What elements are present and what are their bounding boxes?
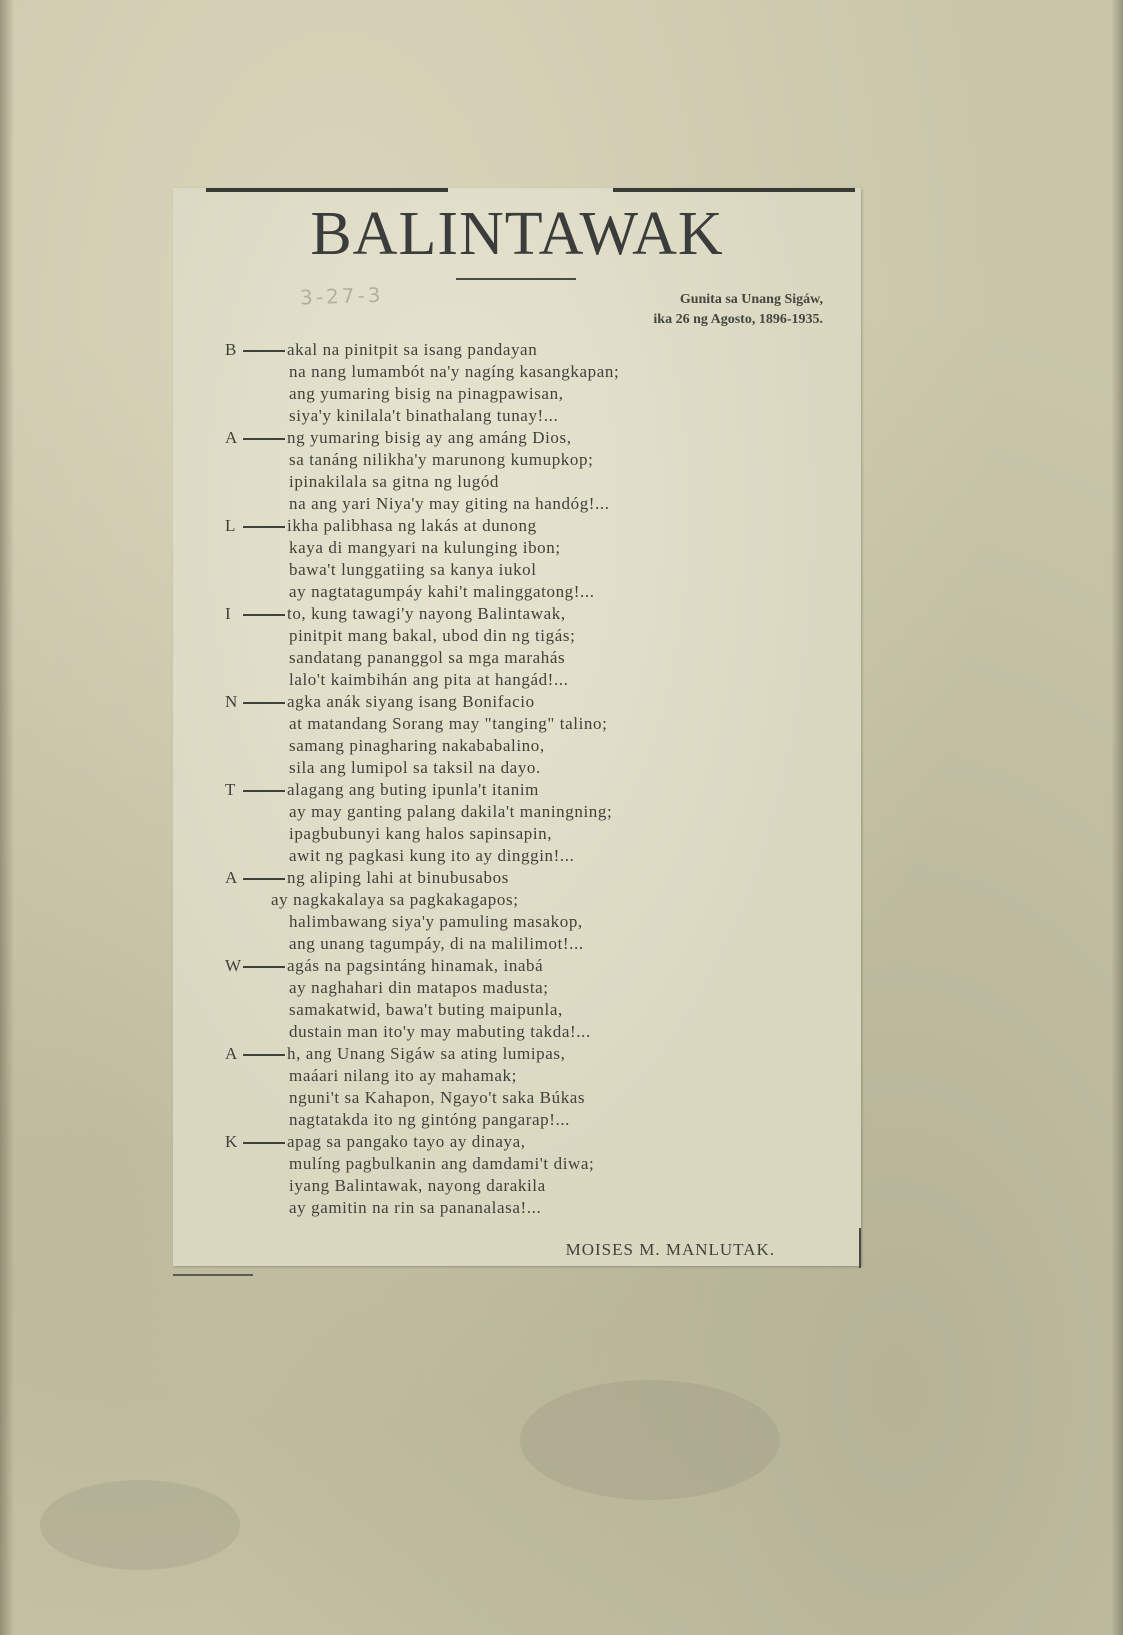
poem-line: ipinakilala sa gitna ng lugód [289,472,500,491]
poem-line: samang pinagharing nakababalino, [289,736,545,755]
poem-line: to, kung tawagi'y nayong Balintawak, [287,604,566,623]
poem-body [225,339,825,1219]
bottom-rule [173,1274,253,1276]
em-dash [243,966,285,968]
poem-line: agka anák siyang isang Bonifacio [287,692,535,711]
clipping-edge-mark [859,1228,861,1268]
poem-line: ay nagtatagumpáy kahi't malinggatong!... [289,582,595,601]
poem-line: nguni't sa Kahapon, Ngayo't saka Búkas [289,1088,586,1107]
acrostic-initial: A [225,1044,238,1063]
author-byline: MOISES M. MANLUTAK. [565,1240,775,1259]
em-dash [243,614,285,616]
poem-line: ang yumaring bisig na pinagpawisan, [289,384,564,403]
em-dash [243,526,285,528]
page-edge-right [1111,0,1123,1635]
poem-line: na nang lumambót na'y nagíng kasangkapan; [289,362,620,381]
stanza-first-line [225,691,825,713]
poem-line: maáari nilang ito ay mahamak; [289,1066,517,1085]
stanza-first-line [225,779,825,801]
acrostic-initial: L [225,516,236,535]
acrostic-initial: B [225,340,237,359]
stanza-first-line [225,1131,825,1153]
poem-line: siya'y kinilala't binathalang tunay!... [289,406,559,425]
poem-line: h, ang Unang Sigáw sa ating lumipas, [287,1044,566,1063]
poem-line: na ang yari Niya'y may giting na handóg!... [289,494,610,513]
page-stain [520,1380,780,1500]
poem-line: ay may ganting palang dakila't maningning; [289,802,613,821]
poem-line: iyang Balintawak, nayong darakila [289,1176,546,1195]
em-dash [243,702,285,704]
dedication-line-1: Gunita sa Unang Sigáw, [679,292,823,307]
stanza-first-line [225,339,825,361]
stanza-a3 [225,1043,825,1131]
stanza-t [225,779,825,867]
stanza-b [225,339,825,427]
page-stain [40,1480,240,1570]
poem-line: bawa't lunggatiing sa kanya iukol [289,560,537,579]
acrostic-initial: A [225,868,238,887]
stanza-i [225,603,825,691]
em-dash [243,350,285,352]
acrostic-initial: A [225,428,238,447]
acrostic-initial: W [225,956,242,975]
page-edge-left [0,0,14,1635]
poem-line: dustain man ito'y may mabuting takda!... [289,1022,591,1041]
poem-line: ipagbubunyi kang halos sapinsapin, [289,824,553,843]
poem-line: agás na pagsintáng hinamak, inabá [287,956,544,975]
poem-line: nagtatakda ito ng gintóng pangarap!... [289,1110,571,1129]
poem-line: pinitpit mang bakal, ubod din ng tigás; [289,626,576,645]
poem-line: sa tanáng nilikha'y marunong kumupkop; [289,450,594,469]
poem-line: alagang ang buting ipunla't itanim [287,780,539,799]
em-dash [243,1142,285,1144]
top-rule-right [613,188,855,192]
poem-line: ay naghahari din matapos madusta; [289,978,549,997]
poem-line: ang unang tagumpáy, di na malilimot!... [289,934,584,953]
poem-line: halimbawang siya'y pamuling masakop, [289,912,583,931]
acrostic-initial: T [225,780,236,799]
em-dash [243,790,285,792]
stanza-k [225,1131,825,1219]
pencil-annotation: 3-27-3 [299,282,384,310]
stanza-first-line [225,515,825,537]
stanza-l [225,515,825,603]
em-dash [243,1054,285,1056]
poem-line: sila ang lumipol sa taksil na dayo. [289,758,541,777]
acrostic-initial: I [225,604,232,623]
stanza-first-line [225,867,825,889]
dedication-line-2: ika 26 ng Agosto, 1896-1935. [653,312,823,327]
top-rule-left [206,188,448,192]
poem-line: kaya di mangyari na kulunging ibon; [289,538,561,557]
poem-line: sandatang pananggol sa mga marahás [289,648,566,667]
poem-line: ng yumaring bisig ay ang amáng Dios, [287,428,572,447]
dedication [653,290,823,330]
poem-line: samakatwid, bawa't buting maipunla, [289,1000,563,1019]
poem-line: at matandang Sorang may "tanging" talino; [289,714,608,733]
em-dash [243,438,285,440]
poem-line: ay gamitin na rin sa pananalasa!... [289,1198,542,1217]
stanza-n [225,691,825,779]
poem-line: lalo't kaimbihán ang pita at hangád!... [289,670,569,689]
acrostic-initial: K [225,1132,238,1151]
stanza-first-line [225,603,825,625]
em-dash [243,878,285,880]
acrostic-initial: N [225,692,238,711]
stanza-first-line [225,427,825,449]
title-rule [456,278,576,280]
poem-line: ay nagkakalaya sa pagkakagapos; [271,890,519,909]
poem-line: ng aliping lahi at binubusabos [287,868,509,887]
poem-line: apag sa pangako tayo ay dinaya, [287,1132,526,1151]
stanza-first-line [225,955,825,977]
stanza-w [225,955,825,1043]
stanza-a2 [225,867,825,955]
poem-line: ikha palibhasa ng lakás at dunong [287,516,537,535]
poem-line: awit ng pagkasi kung ito ay dinggin!... [289,846,575,865]
poem-line: mulíng pagbulkanin ang damdami't diwa; [289,1154,595,1173]
poem-title: BALINTAWAK [310,200,724,268]
newspaper-clipping [173,188,861,1266]
poem-line: akal na pinitpit sa isang pandayan [287,340,538,359]
stanza-a1 [225,427,825,515]
stanza-first-line [225,1043,825,1065]
